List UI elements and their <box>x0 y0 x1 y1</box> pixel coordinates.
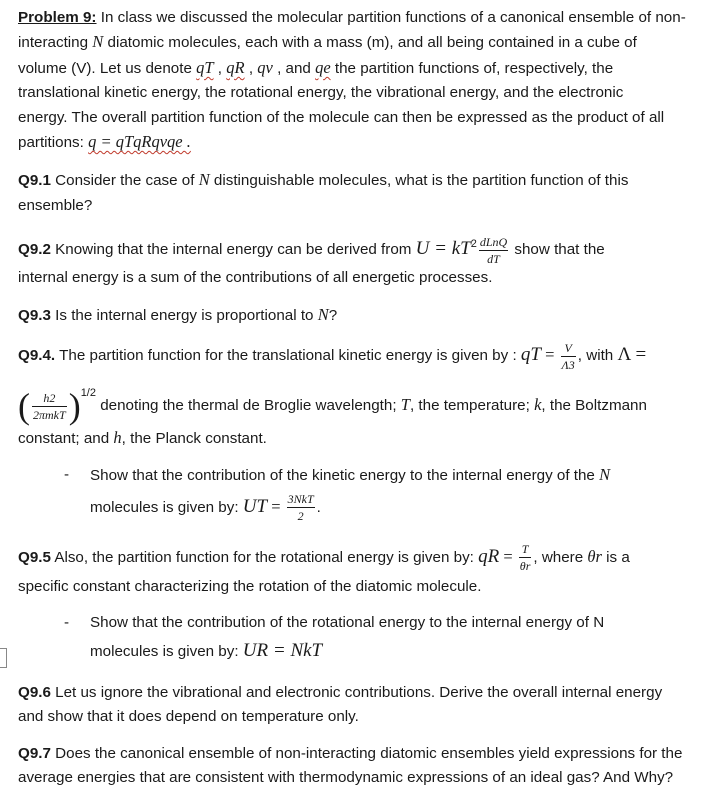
bullet-dash: - <box>64 614 70 632</box>
q97-label: Q9.7 <box>18 744 51 762</box>
q93-line: Q9.3 Is the internal energy is proportional to N? <box>18 304 338 324</box>
q94-line-1: Q9.4. The partition function for the translational kinetic energy is given by : qT = $\frac{V}{\Lambda 3}$ , with Λ = <box>18 340 647 372</box>
symbol-qe: qe <box>315 57 331 77</box>
q94-bullet-line-2: molecules is given by: UT = $\frac{\text{3NkT}}{2}$ . <box>90 492 321 524</box>
q96-line-1: Q9.6 Let us ignore the vibrational and electronic contributions. Derive the overall internal energy <box>18 683 663 701</box>
q96-line-2: and show that it does depend on temperature only. <box>18 708 359 726</box>
q92-label: Q9.2 <box>18 241 51 259</box>
q94-bullet-line-1: - Show that the contribution of the kinetic energy to the internal energy of the N <box>18 463 712 488</box>
dlnq-dt-fraction: $\frac{\text{dLnQ}}{dT}$ <box>479 234 508 266</box>
q92-line-1: Q9.2 Knowing that the internal energy can be derived from $U = kT^2$ $\frac{\text{dLnQ}}{dT}$ show that the <box>18 234 605 266</box>
kinetic-energy-equation: UT <box>242 495 268 517</box>
q91-label: Q9.1 <box>18 172 51 190</box>
rotational-energy-equation: UR <box>242 639 269 661</box>
q94-line-2: ( $\frac{h2}{\text{2πmkT}}$ )$^{1/2}$ denoting the thermal de Broglie wavelength; T, the temperature; k, the Boltzmann <box>18 386 647 427</box>
symbol-qR: qR <box>226 57 245 77</box>
internal-energy-equation: U = kT <box>415 238 471 260</box>
symbol-qT-translational: qT <box>520 344 541 366</box>
intro-line-4: translational kinetic energy, the rotational energy, the vibrational energy, and the electronic <box>18 84 624 102</box>
q95-bullet-line-2: molecules is given by: UR = NkT <box>90 639 323 661</box>
v-over-lambda-fraction: $\frac{V}{\Lambda 3}$ <box>561 340 575 372</box>
product-equation: q = qTqRqvqe . <box>88 132 191 152</box>
intro-line-3: volume (V). Let us denote qT , qR , qv , and qe the partition functions of, respectively, the <box>18 57 614 77</box>
symbol-qR-rotational: qR <box>478 545 500 567</box>
q97-line-1: Q9.7 Does the canonical ensemble of non-interacting diatomic ensembles yield expressions for the <box>18 744 683 762</box>
q94-line-3: constant; and h, the Planck constant. <box>18 428 267 448</box>
q95-line-1: Q9.5 Also, the partition function for the rotational energy is given by: qR = $\frac{T}{\theta r}$ , where θr is a <box>18 542 630 574</box>
symbol-qT: qT <box>196 57 214 77</box>
intro-line-2: interacting N diatomic molecules, each with a mass (m), and all being contained in a cube of <box>18 32 637 52</box>
t-over-theta-fraction: $\frac{T}{\theta r}$ <box>519 542 531 574</box>
symbol-qv: qv <box>257 57 273 77</box>
bullet-dash: - <box>64 466 70 484</box>
margin-bracket <box>0 648 7 668</box>
q94-label: Q9.4. <box>18 347 56 365</box>
q91-line-1: Q9.1 Consider the case of N distinguishable molecules, what is the partition function of this <box>18 170 629 190</box>
q95-line-2: specific constant characterizing the rotation of the diatomic molecule. <box>18 577 482 595</box>
intro-line-5: energy. The overall partition function of the molecule can then be expressed as the product of all <box>18 108 665 126</box>
problem-document <box>18 6 712 790</box>
problem-label: Problem 9: <box>18 9 97 26</box>
3nkt-over-2-fraction: $\frac{\text{3NkT}}{2}$ <box>287 492 314 524</box>
q91-line-2: ensemble? <box>18 196 93 214</box>
intro-line-1: Problem 9: In class we discussed the molecular partition functions of a canonical ensemble of non- <box>18 9 686 26</box>
q92-line-2: internal energy is a sum of the contributions of all energetic processes. <box>18 269 493 287</box>
q96-label: Q9.6 <box>18 683 51 701</box>
intro-line-6: partitions: q = qTqRqvqe . <box>18 132 191 152</box>
q97-line-2: average energies that are consistent with thermodynamic expressions of an ideal gas? And Why? <box>18 768 674 786</box>
q93-label: Q9.3 <box>18 306 51 324</box>
q95-bullet-line-1: - Show that the contribution of the rotational energy to the internal energy of N <box>18 611 712 635</box>
de-broglie-fraction: $\frac{h2}{\text{2πmkT}}$ <box>33 390 66 422</box>
q95-label: Q9.5 <box>18 548 51 566</box>
